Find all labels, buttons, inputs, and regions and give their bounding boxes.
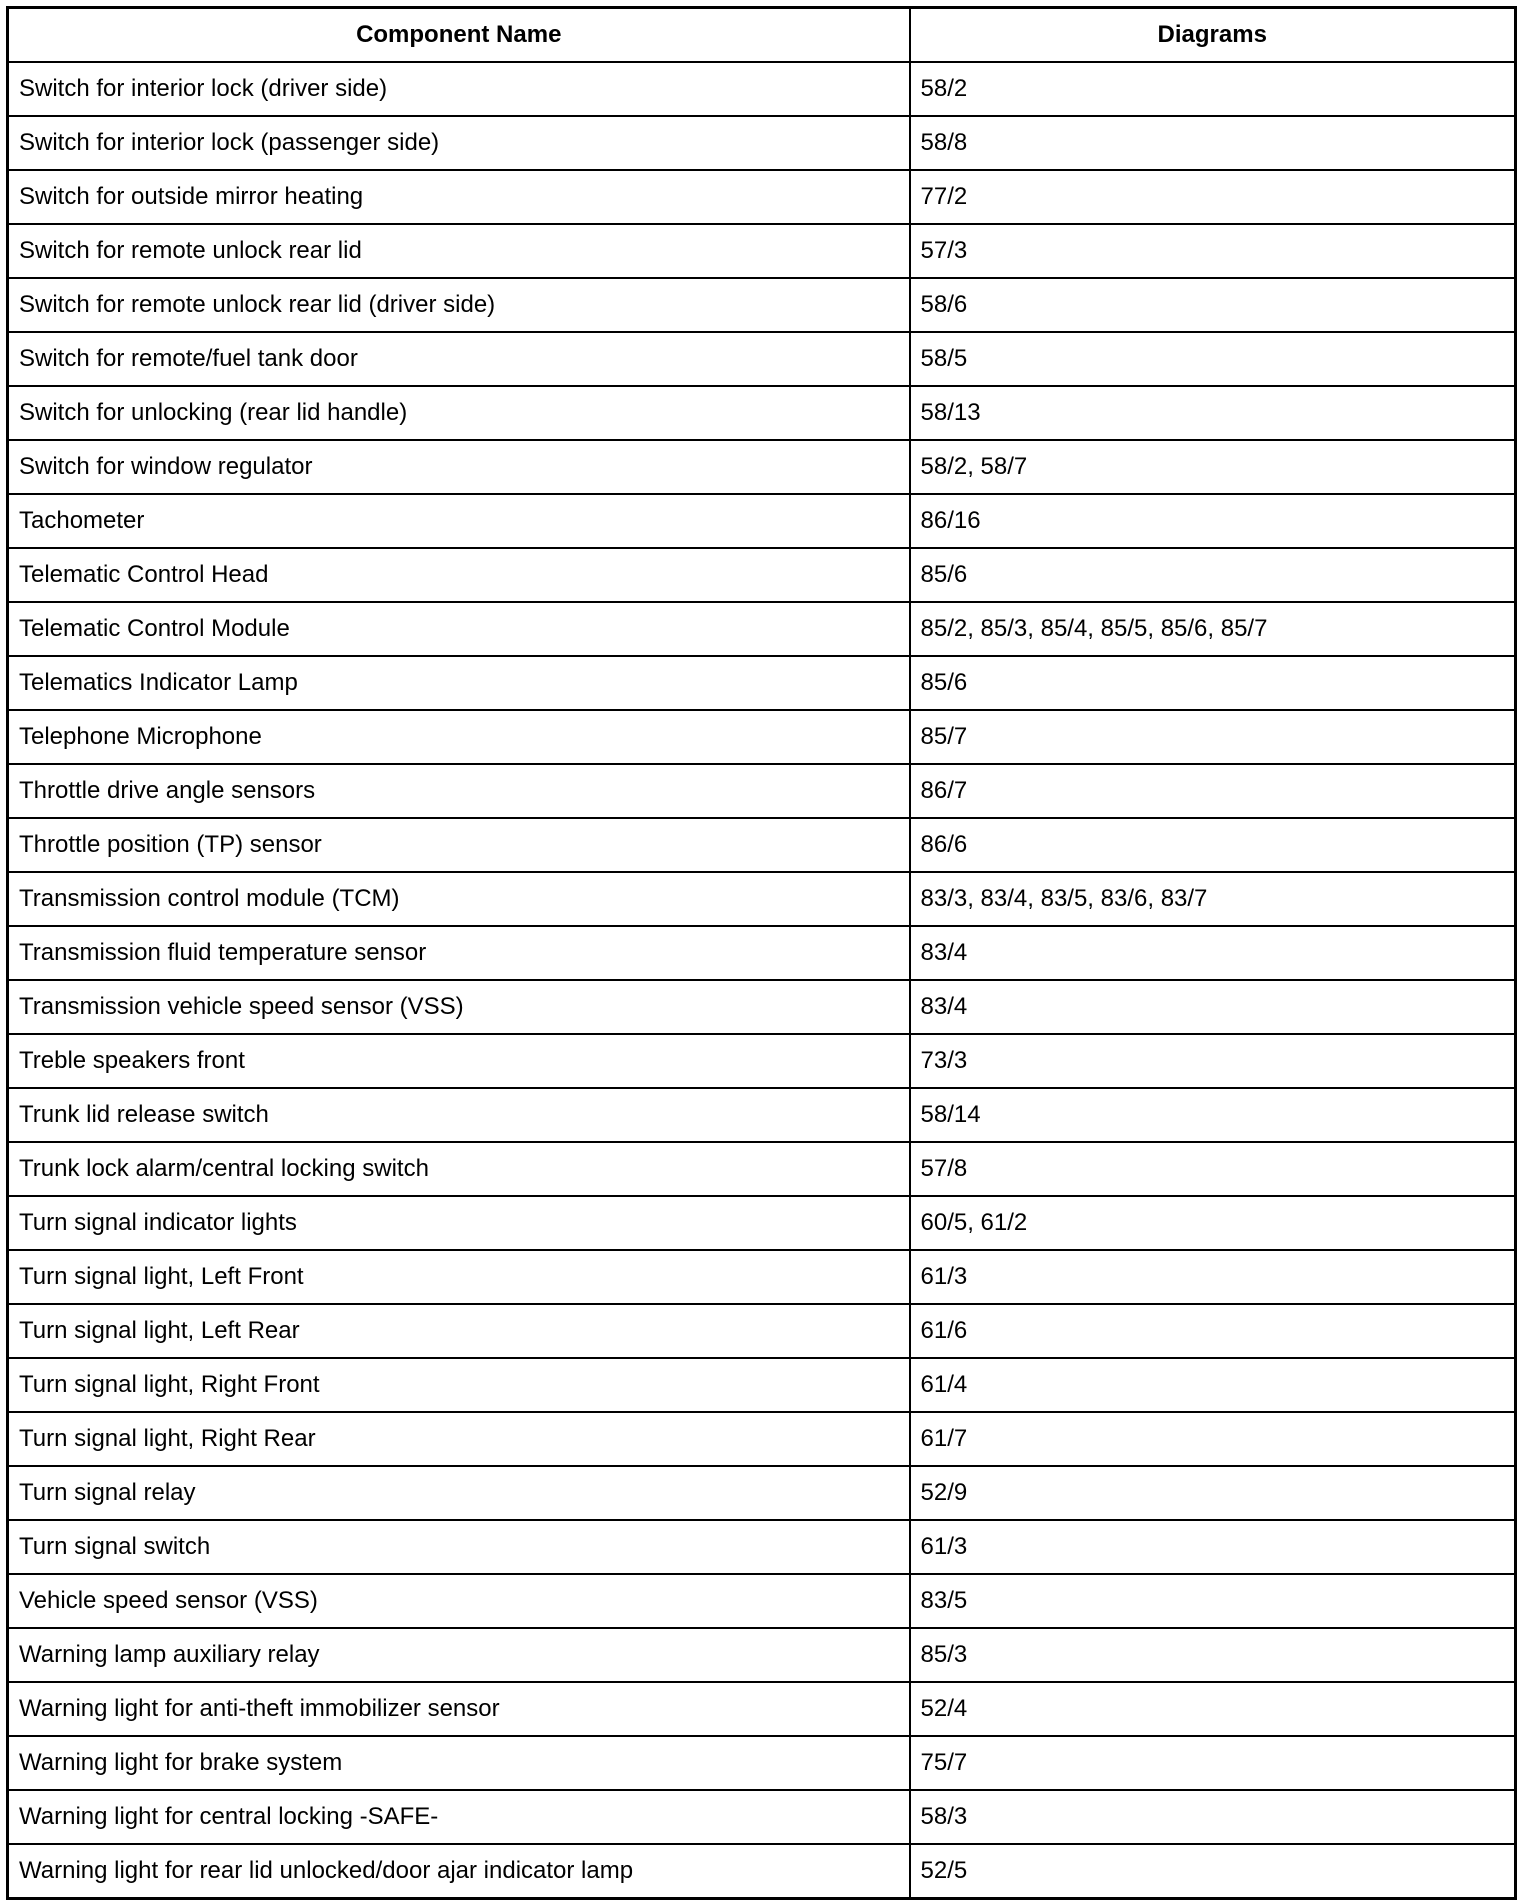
table-row xyxy=(8,440,1516,494)
component-name-cell: Trunk lock alarm/central locking switch xyxy=(8,1142,910,1196)
component-name-cell: Turn signal light, Left Rear xyxy=(8,1304,910,1358)
diagrams-cell: 61/6 xyxy=(910,1304,1516,1358)
diagrams-cell: 73/3 xyxy=(910,1034,1516,1088)
component-name-cell: Switch for interior lock (passenger side) xyxy=(8,116,910,170)
diagrams-cell: 52/4 xyxy=(910,1682,1516,1736)
table-row xyxy=(8,818,1516,872)
component-name-cell: Telematic Control Head xyxy=(8,548,910,602)
table-row xyxy=(8,764,1516,818)
diagrams-cell: 86/7 xyxy=(910,764,1516,818)
table-row xyxy=(8,1196,1516,1250)
header-row xyxy=(8,8,1516,63)
table-row xyxy=(8,1358,1516,1412)
diagrams-cell: 85/7 xyxy=(910,710,1516,764)
diagrams-cell: 61/7 xyxy=(910,1412,1516,1466)
table-row xyxy=(8,494,1516,548)
diagrams-cell: 58/13 xyxy=(910,386,1516,440)
diagrams-cell: 61/3 xyxy=(910,1520,1516,1574)
component-name-cell: Switch for remote unlock rear lid xyxy=(8,224,910,278)
component-name-cell: Switch for window regulator xyxy=(8,440,910,494)
table-row xyxy=(8,1844,1516,1899)
table-row xyxy=(8,332,1516,386)
diagrams-cell: 58/8 xyxy=(910,116,1516,170)
component-name-cell: Turn signal relay xyxy=(8,1466,910,1520)
component-name-cell: Switch for remote unlock rear lid (driver side) xyxy=(8,278,910,332)
component-name-cell: Warning light for brake system xyxy=(8,1736,910,1790)
diagrams-cell: 58/14 xyxy=(910,1088,1516,1142)
component-name-cell: Turn signal light, Right Front xyxy=(8,1358,910,1412)
component-index-sheet xyxy=(6,6,1514,1884)
component-diagram-table xyxy=(6,6,1517,1900)
table-body xyxy=(8,62,1516,1899)
component-name-cell: Warning light for rear lid unlocked/door ajar indicator lamp xyxy=(8,1844,910,1899)
diagrams-cell: 85/6 xyxy=(910,656,1516,710)
table-row xyxy=(8,602,1516,656)
table-row xyxy=(8,278,1516,332)
table-row xyxy=(8,1574,1516,1628)
component-name-cell: Throttle position (TP) sensor xyxy=(8,818,910,872)
table-row xyxy=(8,1412,1516,1466)
table-row xyxy=(8,1250,1516,1304)
diagrams-cell: 58/2 xyxy=(910,62,1516,116)
table-row xyxy=(8,224,1516,278)
component-name-cell: Throttle drive angle sensors xyxy=(8,764,910,818)
table-row xyxy=(8,656,1516,710)
diagrams-cell: 58/2, 58/7 xyxy=(910,440,1516,494)
diagrams-cell: 52/9 xyxy=(910,1466,1516,1520)
table-row xyxy=(8,872,1516,926)
table-row xyxy=(8,1034,1516,1088)
table-row xyxy=(8,62,1516,116)
component-name-cell: Turn signal indicator lights xyxy=(8,1196,910,1250)
table-row xyxy=(8,116,1516,170)
component-name-cell: Transmission fluid temperature sensor xyxy=(8,926,910,980)
diagrams-cell: 77/2 xyxy=(910,170,1516,224)
component-name-cell: Treble speakers front xyxy=(8,1034,910,1088)
component-name-cell: Transmission vehicle speed sensor (VSS) xyxy=(8,980,910,1034)
diagrams-cell: 86/16 xyxy=(910,494,1516,548)
table-row xyxy=(8,1628,1516,1682)
diagrams-cell: 57/3 xyxy=(910,224,1516,278)
table-row xyxy=(8,980,1516,1034)
table-row xyxy=(8,1520,1516,1574)
component-name-cell: Warning light for central locking -SAFE- xyxy=(8,1790,910,1844)
component-name-cell: Transmission control module (TCM) xyxy=(8,872,910,926)
diagrams-cell: 85/2, 85/3, 85/4, 85/5, 85/6, 85/7 xyxy=(910,602,1516,656)
table-row xyxy=(8,1790,1516,1844)
component-name-cell: Switch for remote/fuel tank door xyxy=(8,332,910,386)
diagrams-cell: 83/5 xyxy=(910,1574,1516,1628)
component-name-cell: Telematics Indicator Lamp xyxy=(8,656,910,710)
component-name-cell: Vehicle speed sensor (VSS) xyxy=(8,1574,910,1628)
table-row xyxy=(8,1304,1516,1358)
table-row xyxy=(8,1466,1516,1520)
diagrams-cell: 58/6 xyxy=(910,278,1516,332)
table-row xyxy=(8,1088,1516,1142)
table-row xyxy=(8,386,1516,440)
column-header-component-name: Component Name xyxy=(8,8,910,63)
diagrams-cell: 86/6 xyxy=(910,818,1516,872)
diagrams-cell: 57/8 xyxy=(910,1142,1516,1196)
component-name-cell: Turn signal switch xyxy=(8,1520,910,1574)
table-header xyxy=(8,8,1516,63)
diagrams-cell: 58/3 xyxy=(910,1790,1516,1844)
diagrams-cell: 83/4 xyxy=(910,980,1516,1034)
column-header-diagrams: Diagrams xyxy=(910,8,1516,63)
component-name-cell: Turn signal light, Left Front xyxy=(8,1250,910,1304)
diagrams-cell: 61/4 xyxy=(910,1358,1516,1412)
component-name-cell: Telematic Control Module xyxy=(8,602,910,656)
table-row xyxy=(8,1682,1516,1736)
diagrams-cell: 58/5 xyxy=(910,332,1516,386)
component-name-cell: Trunk lid release switch xyxy=(8,1088,910,1142)
diagrams-cell: 85/6 xyxy=(910,548,1516,602)
table-row xyxy=(8,926,1516,980)
diagrams-cell: 85/3 xyxy=(910,1628,1516,1682)
component-name-cell: Switch for outside mirror heating xyxy=(8,170,910,224)
component-name-cell: Turn signal light, Right Rear xyxy=(8,1412,910,1466)
diagrams-cell: 83/3, 83/4, 83/5, 83/6, 83/7 xyxy=(910,872,1516,926)
diagrams-cell: 60/5, 61/2 xyxy=(910,1196,1516,1250)
component-name-cell: Switch for interior lock (driver side) xyxy=(8,62,910,116)
component-name-cell: Warning lamp auxiliary relay xyxy=(8,1628,910,1682)
component-name-cell: Switch for unlocking (rear lid handle) xyxy=(8,386,910,440)
diagrams-cell: 61/3 xyxy=(910,1250,1516,1304)
diagrams-cell: 52/5 xyxy=(910,1844,1516,1899)
table-row xyxy=(8,710,1516,764)
table-row xyxy=(8,548,1516,602)
table-row xyxy=(8,1736,1516,1790)
component-name-cell: Telephone Microphone xyxy=(8,710,910,764)
diagrams-cell: 75/7 xyxy=(910,1736,1516,1790)
component-name-cell: Warning light for anti-theft immobilizer sensor xyxy=(8,1682,910,1736)
table-row xyxy=(8,1142,1516,1196)
diagrams-cell: 83/4 xyxy=(910,926,1516,980)
component-name-cell: Tachometer xyxy=(8,494,910,548)
table-row xyxy=(8,170,1516,224)
